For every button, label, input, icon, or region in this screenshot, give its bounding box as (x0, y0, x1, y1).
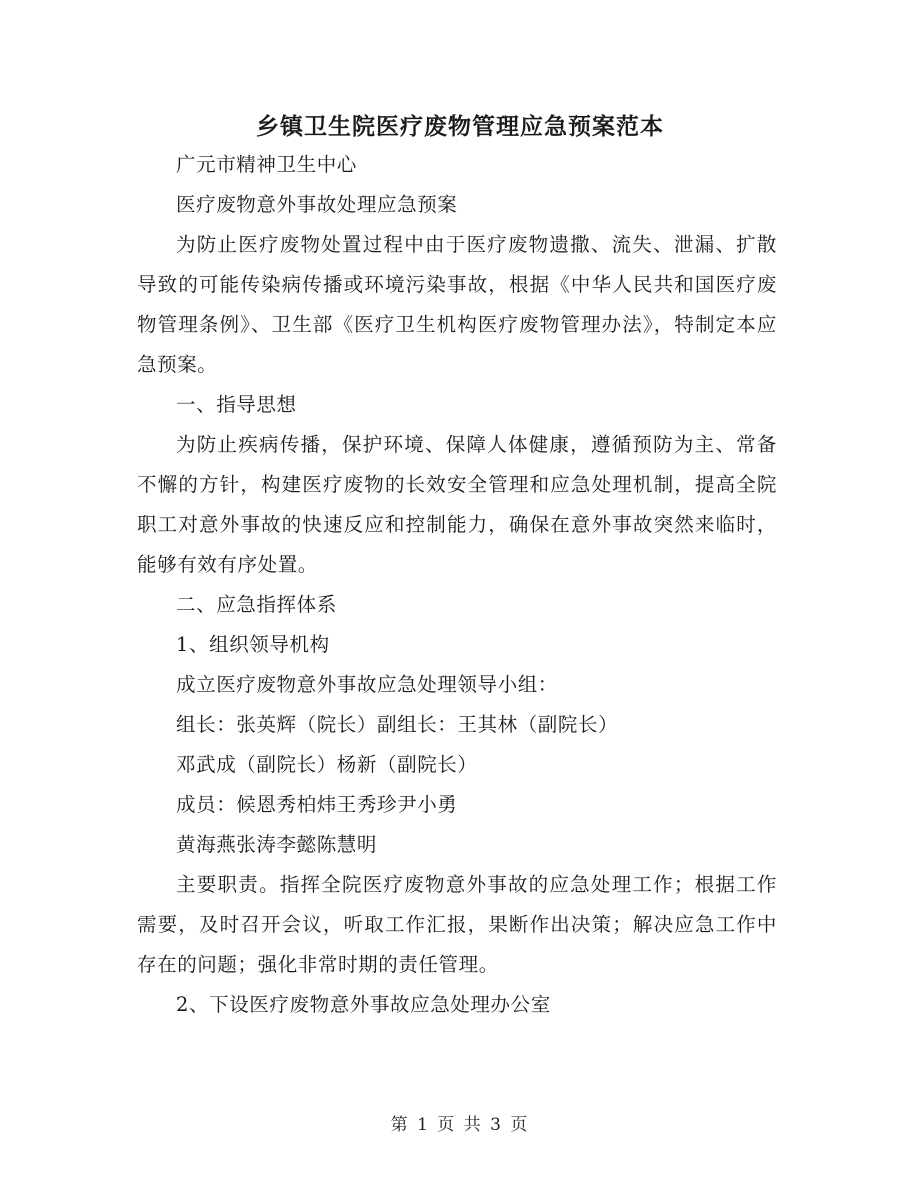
paragraph-plan-name: 医疗废物意外事故处理应急预案 (176, 193, 458, 216)
document-title: 乡镇卫生院医疗废物管理应急预案范本 (256, 113, 664, 140)
paragraph-leadership-group: 成立医疗废物意外事故应急处理领导小组： (176, 673, 558, 696)
paragraph-responsibilities: 主要职责。指挥全院医疗废物意外事故的应急处理工作；根据工作需要，及时召开会议，听取工作汇报，果断作出决策；解决应急工作中存在的问题；强化非常时期的责任管理。 (137, 873, 777, 976)
paragraph-organization: 广元市精神卫生中心 (176, 153, 357, 176)
document-body (137, 145, 777, 1025)
paragraph-deputy-leaders: 邓武成（副院长）杨新（副院长） (176, 753, 478, 776)
subheading-office: 2、下设医疗废物意外事故应急处理办公室 (176, 993, 551, 1016)
section-heading-command-system: 二、应急指挥体系 (176, 593, 337, 616)
paragraph-group-leaders: 组长：张英辉（院长）副组长：王其林（副院长） (176, 713, 619, 736)
section-heading-guiding-idea: 一、指导思想 (176, 393, 297, 416)
paragraph-guiding-idea: 为防止疾病传播，保护环境、保障人体健康，遵循预防为主、常备不懈的方针，构建医疗废物的长效安全管理和应急处理机制，提高全院职工对意外事故的快速反应和控制能力，确保在意外事故突然来临时，能够有效有序处置。 (137, 433, 777, 576)
paragraph-purpose: 为防止医疗废物处置过程中由于医疗废物遗撒、流失、泄漏、扩散导致的可能传染病传播或环境污染事故，根据《中华人民共和国医疗废物管理条例》、卫生部《医疗卫生机构医疗废物管理办法》，特制定本应急预案。 (137, 233, 777, 376)
page-number: 第 1 页 共 3 页 (390, 1115, 530, 1135)
paragraph-members-1: 成员：候恩秀柏炜王秀珍尹小勇 (176, 793, 458, 816)
paragraph-members-2: 黄海燕张涛李懿陈慧明 (176, 833, 378, 856)
subheading-leadership: 1、组织领导机构 (176, 633, 330, 656)
